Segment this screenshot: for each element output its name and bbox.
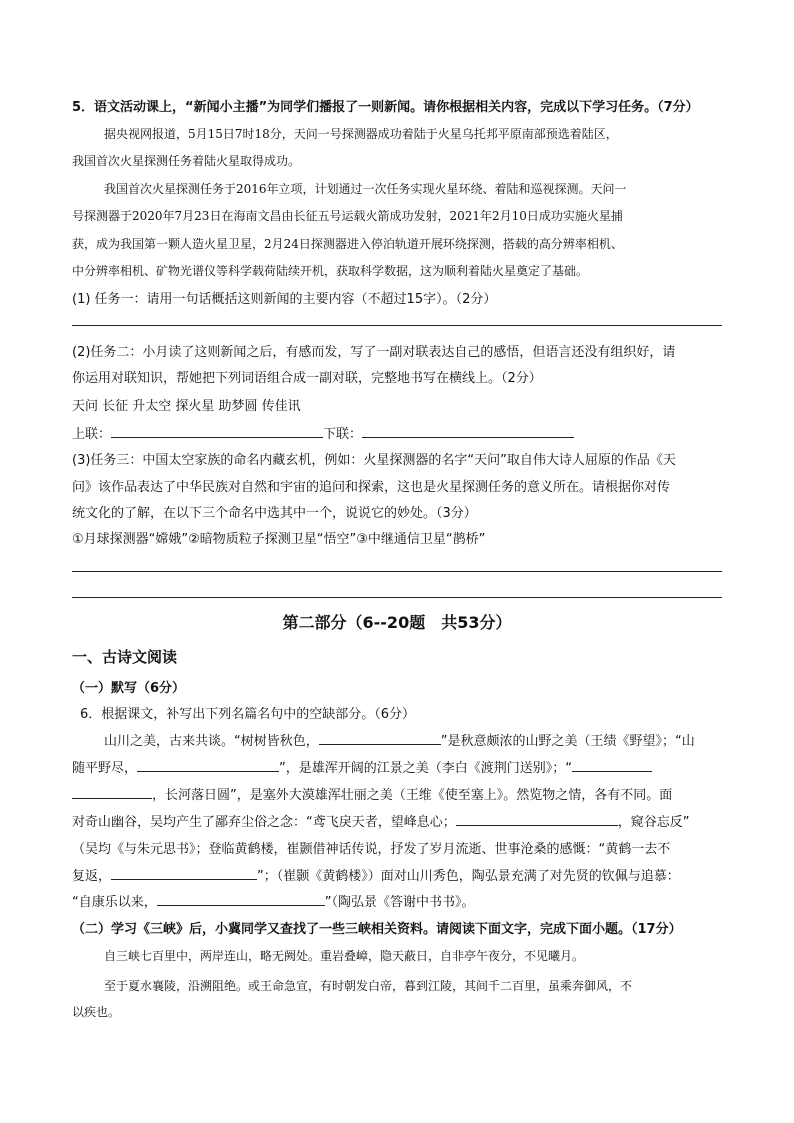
q6-line-6-text-a: 复返， (72, 869, 112, 884)
q6-title: 6．根据课文，补写出下列名篇名句中的空缺部分。（6分） (80, 707, 416, 722)
task3-options: ①月球探测器“嫦娥”②暗物质粒子探测卫星“悟空”③中继通信卫星“鹊桥” (72, 532, 486, 547)
subsection-2-heading: （二）学习《三峡》后，小冀同学又查找了一些三峡相关资料。请阅读下面文字，完成下面小题。（17分） (72, 922, 682, 937)
q6-blank-4[interactable] (456, 811, 618, 826)
task2-prompt-line-2: 你运用对联知识，帮她把下列词语组合成一副对联，完整地书写在横线上。（2分） (72, 371, 542, 386)
lower-couplet-label: 下联： (323, 427, 363, 442)
news-paragraph-2-line-4: 中分辨率相机、矿物光谱仪等科学载荷陆续开机，获取科学数据，这为顺利着陆火星奠定了基础。 (72, 264, 589, 278)
upper-couplet-label: 上联： (72, 427, 112, 442)
q6-line-7-text-a: “自康乐以来， (72, 895, 157, 910)
q6-line-2 (72, 757, 652, 776)
q6-blank-1[interactable] (319, 730, 441, 745)
part2-heading: 第二部分（6--20题 共53分） (282, 613, 512, 632)
q6-line-3 (72, 784, 672, 803)
news-paragraph-2-line-1: 我国首次火星探测任务于2016年立项，计划通过一次任务实现火星环绕、着陆和巡视探测。天问一 (104, 182, 627, 196)
q6-line-3-text: ，长河落日圆”，是塞外大漠雄浑壮丽之美（王维《使至塞上》。然览物之情，各有不同。面 (152, 788, 673, 803)
news-paragraph-2-line-3: 获，成为我国第一颗人造火星卫星，2月24日探测器进入停泊轨道开展环绕探测，搭载的高分辨率相机、 (72, 237, 623, 251)
task1-prompt: (1) 任务一：请用一句话概括这则新闻的主要内容（不超过15字）。（2分） (72, 292, 497, 307)
q6-line-1 (104, 730, 695, 749)
task1-answer-line[interactable] (72, 325, 722, 326)
q6-blank-6[interactable] (157, 891, 325, 906)
couplet-answer-row (72, 423, 574, 442)
section-1-heading: 一、古诗文阅读 (72, 648, 178, 666)
q6-line-4-text-b: ，窥谷忘反” (617, 815, 690, 830)
news-paragraph-2-line-2: 号探测器于2020年7月23日在海南文昌由长征五号运载火箭成功发射，2021年2月10日成功实施火星捕 (72, 209, 623, 223)
task3-prompt-line-3: 统文化的了解，在以下三个命名中选其中一个，说说它的妙处。（3分） (72, 506, 477, 521)
q6-line-6 (72, 865, 680, 884)
task3-prompt-line-1: (3)任务三：中国太空家族的命名内藏玄机，例如：火星探测器的名字“天问”取自伟大诗人屈原的作品《天 (72, 453, 676, 468)
q6-line-5: （吴均《与朱元思书》；登临黄鹤楼，崔颢借神话传说，抒发了岁月流逝、世事沧桑的感慨：“黄鹤一去不 (72, 842, 671, 857)
q6-line-7-text-b: ”（陶弘景《答谢中书书》。 (324, 895, 475, 910)
q6-line-1-text-b: ”是秋意颇浓的山野之美（王绩《野望》；“山 (440, 734, 695, 749)
passage-line-1: 自三峡七百里中，两岸连山，略无阙处。重岩叠嶂，隐天蔽日，自非亭午夜分，不见曦月。 (104, 949, 585, 963)
q6-line-2-text-a: 随平野尽， (72, 761, 138, 776)
news-paragraph-1-line-2: 我国首次火星探测任务着陆火星取得成功。 (72, 154, 301, 168)
q6-line-1-text-a: 山川之美，古来共谈。“树树皆秋色， (104, 734, 319, 749)
task2-prompt-line-1: (2)任务二：小月读了这则新闻之后，有感而发，写了一副对联表达自己的感悟，但语言还没有组织好，请 (72, 345, 676, 360)
lower-couplet-blank[interactable] (362, 423, 574, 438)
q6-line-2-text-b: ”，是雄浑开阔的江景之美（李白《渡荆门送别》；“ (279, 761, 572, 776)
q6-line-6-text-b: ”；（崔颢《黄鹤楼》）面对山川秀色，陶弘景充满了对先贤的钦佩与追慕： (257, 869, 680, 884)
q5-title: 5．语文活动课上，“新闻小主播”为同学们播报了一则新闻。请你根据相关内容，完成以下学习任务。（7分） (72, 100, 699, 115)
q6-line-7 (72, 891, 475, 910)
q6-blank-2[interactable] (137, 757, 279, 772)
upper-couplet-blank[interactable] (111, 423, 323, 438)
q6-blank-5[interactable] (111, 865, 257, 880)
subsection-1-heading: （一）默写（6分） (72, 681, 186, 696)
news-paragraph-1-line-1: 据央视网报道，5月15日7时18分，天问一号探测器成功着陆于火星乌托邦平原南部预选着陆区， (104, 127, 618, 141)
passage-line-3: 以疾也。 (72, 1005, 121, 1019)
q6-line-4-text-a: 对奇山幽谷，吴均产生了鄙弃尘俗之念：“鸢飞戾天者，望峰息心； (72, 815, 456, 830)
task3-answer-line-2[interactable] (72, 597, 722, 598)
task2-word-list: 天问 长征 升太空 探火星 助梦圆 传佳讯 (72, 399, 301, 414)
passage-line-2: 至于夏水襄陵，沿溯阻绝。或王命急宣，有时朝发白帝，暮到江陵，其间千二百里，虽乘奔御风，不 (104, 979, 633, 993)
task3-prompt-line-2: 问》该作品表达了中华民族对自然和宇宙的追问和探索，这也是火星探测任务的意义所在。请根据你对传 (72, 480, 671, 495)
q6-blank-3b[interactable] (72, 784, 152, 799)
task3-answer-line-1[interactable] (72, 571, 722, 572)
q6-blank-3a[interactable] (572, 757, 652, 772)
q6-line-4 (72, 811, 690, 830)
